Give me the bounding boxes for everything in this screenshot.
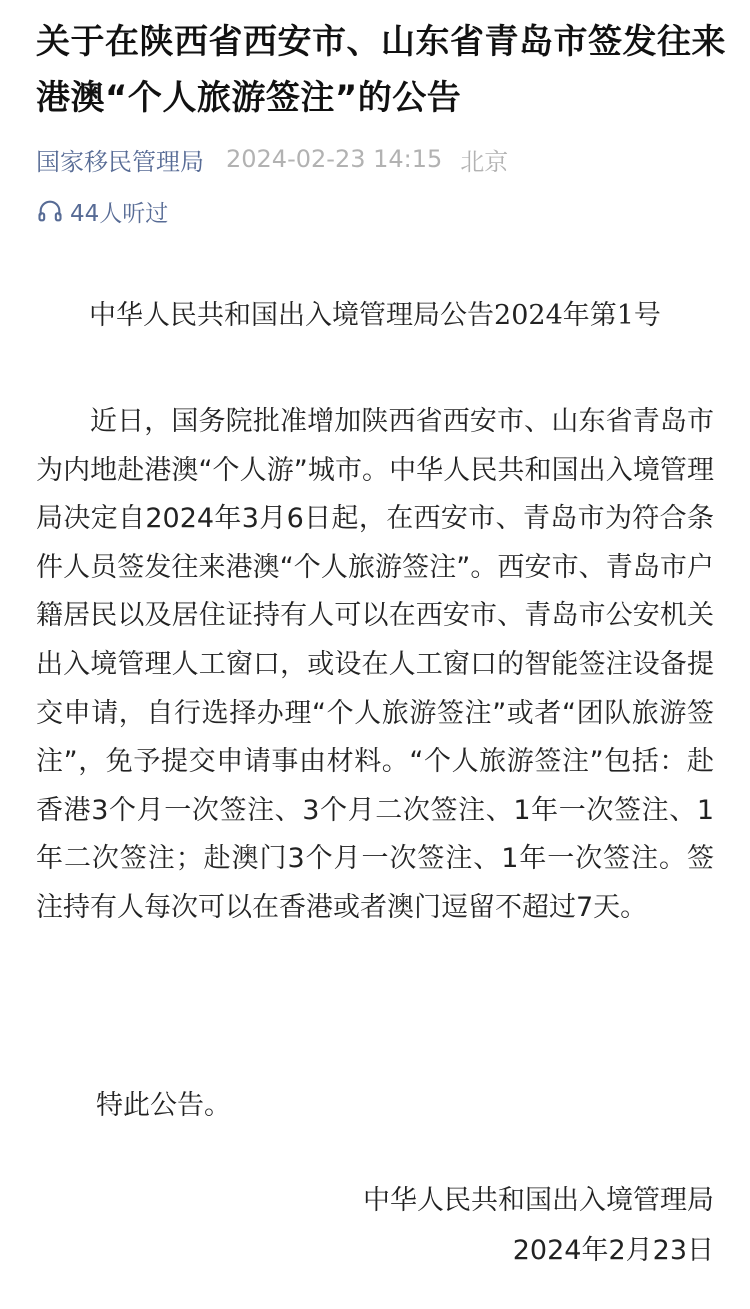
article-meta bbox=[36, 140, 508, 178]
notice-closing: 特此公告。 bbox=[96, 1090, 231, 1121]
article-title: 关于在陕西省西安市、山东省青岛市签发往来港澳“个人旅游签注”的公告 bbox=[36, 22, 726, 118]
headphones-icon bbox=[36, 197, 64, 225]
listen-count-button[interactable] bbox=[36, 193, 168, 229]
account-name-link[interactable]: 国家移民管理局 bbox=[36, 147, 204, 176]
listen-count-text: 44人听过 bbox=[70, 200, 169, 227]
publish-time: 2024-02-23 14:15 bbox=[226, 145, 443, 173]
publish-location: 北京 bbox=[460, 147, 509, 176]
signature-organization: 中华人民共和国出入境管理局 bbox=[363, 1185, 714, 1216]
notice-body-paragraph: 近日，国务院批准增加陕西省西安市、山东省青岛市为内地赴港澳“个人游”城市。中华人民共和国出入境管理局决定自2024年3月6日起，在西安市、青岛市为符合条件人员签发往来港澳“个人旅游签注”。西安市、青岛市户籍居民以及居住证持有人可以在西安市、青岛市公安机关出入境管理人工窗口，或设在人工窗口的智能签注设备提交申请，自行选择办理“个人旅游签注”或者“团队旅游签注”，免予提交申请事由材料。“个人旅游签注”包括：赴香港3个月一次签注、3个月二次签注、1年一次签注、1年二次签注；赴澳门3个月一次签注、1年一次签注。签注持有人每次可以在香港或者澳门逗留不超过7天。 bbox=[36, 406, 714, 923]
signature-date: 2024年2月23日 bbox=[512, 1235, 714, 1266]
notice-heading: 中华人民共和国出入境管理局公告2024年第1号 bbox=[89, 300, 661, 331]
